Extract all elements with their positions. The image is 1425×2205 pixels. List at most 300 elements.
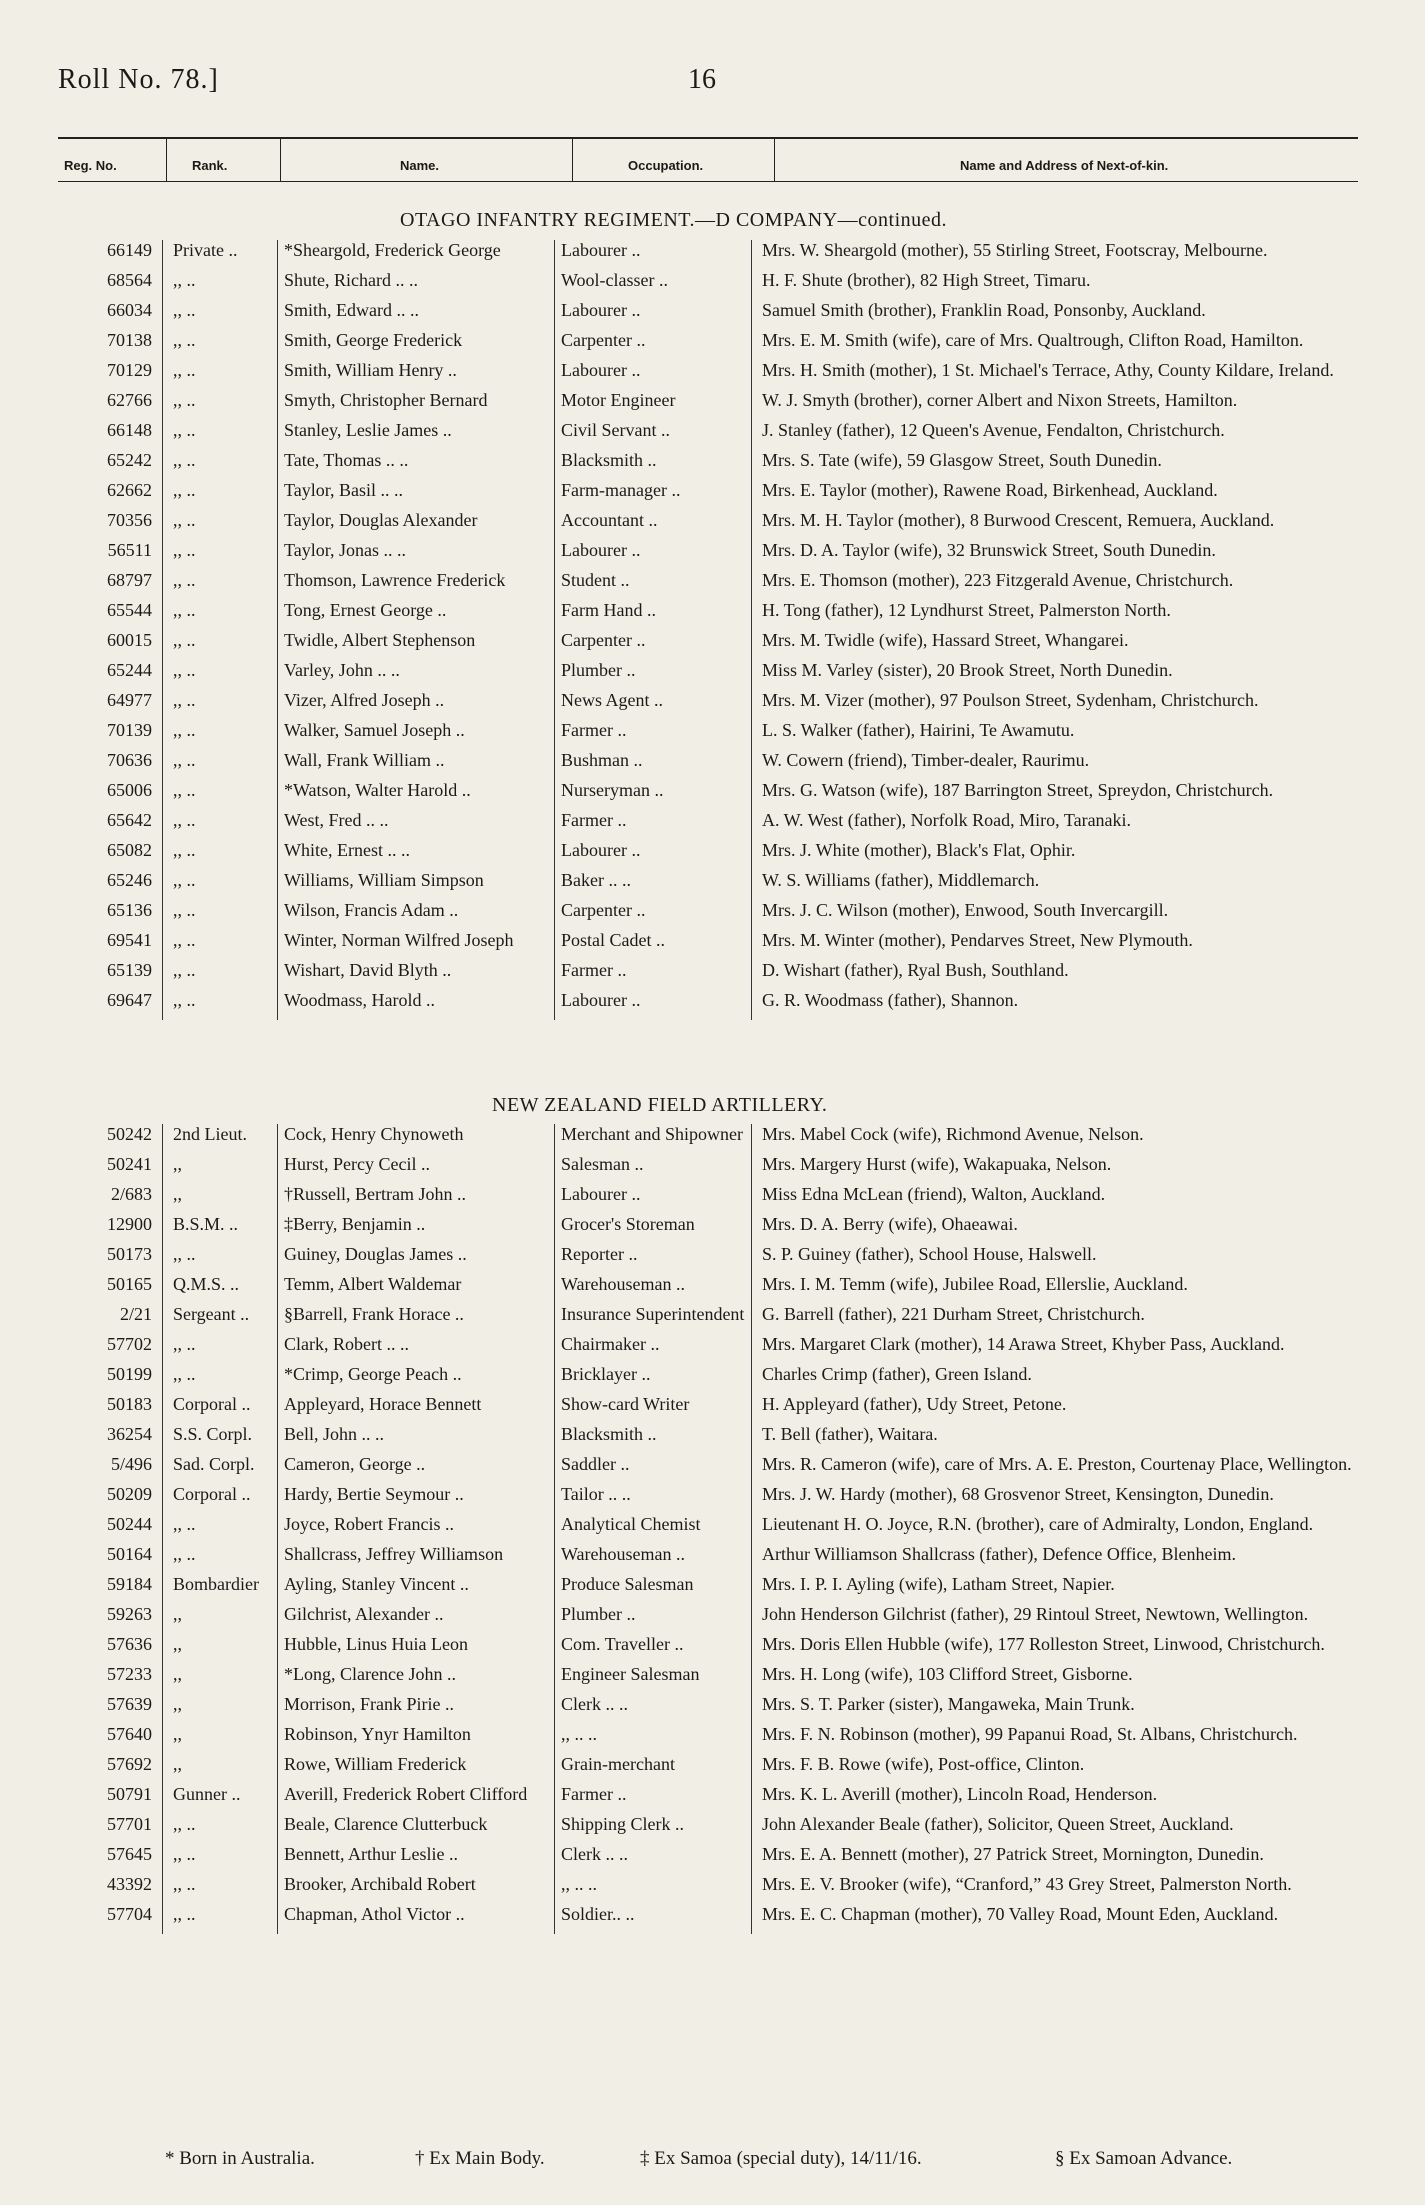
occupation: ,, .. .. — [555, 1724, 752, 1754]
roll-entry — [58, 480, 1372, 510]
reg-number: 68564 — [107, 270, 152, 290]
next-of-kin: Mrs. J. White (mother), Black's Flat, Ophir. — [752, 840, 1373, 870]
roll-entry — [58, 360, 1372, 390]
occupation: News Agent .. — [555, 690, 752, 720]
occupation: Accountant .. — [555, 510, 752, 540]
next-of-kin: Mrs. G. Watson (wife), 187 Barrington Street, Spreydon, Christchurch. — [752, 780, 1373, 810]
soldier-name: Wall, Frank William .. — [278, 750, 555, 780]
next-of-kin: Mrs. E. V. Brooker (wife), “Cranford,” 43 Grey Street, Palmerston North. — [752, 1874, 1373, 1904]
occupation: Wool-classer .. — [555, 270, 752, 300]
rank: ,, — [163, 1724, 278, 1754]
rank: 2nd Lieut. — [163, 1124, 278, 1154]
soldier-name: Taylor, Douglas Alexander — [278, 510, 555, 540]
next-of-kin: Mrs. K. L. Averill (mother), Lincoln Road, Henderson. — [752, 1784, 1373, 1814]
reg-number: 66149 — [107, 240, 152, 260]
roll-entry — [58, 1664, 1372, 1694]
next-of-kin: Samuel Smith (brother), Franklin Road, Ponsonby, Auckland. — [752, 300, 1373, 330]
reg-number: 56511 — [107, 540, 152, 560]
roll-entry — [58, 510, 1372, 540]
soldier-name: *Long, Clarence John .. — [278, 1664, 555, 1694]
rank: ,, .. — [163, 1334, 278, 1364]
roll-entry — [58, 300, 1372, 330]
occupation: Tailor .. .. — [555, 1484, 752, 1514]
soldier-name: Stanley, Leslie James .. — [278, 420, 555, 450]
reg-number: 62662 — [107, 480, 152, 500]
reg-number: 50791 — [107, 1784, 152, 1804]
rank: ,, .. — [163, 810, 278, 840]
next-of-kin: Mrs. D. A. Taylor (wife), 32 Brunswick Street, South Dunedin. — [752, 540, 1373, 570]
rank: Gunner .. — [163, 1784, 278, 1814]
next-of-kin: W. J. Smyth (brother), corner Albert and Nixon Streets, Hamilton. — [752, 390, 1373, 420]
next-of-kin: Mrs. H. Smith (mother), 1 St. Michael's Terrace, Athy, County Kildare, Ireland. — [752, 360, 1373, 390]
rank: Private .. — [163, 240, 278, 270]
roll-entry — [58, 570, 1372, 600]
rank: ,, — [163, 1604, 278, 1634]
next-of-kin: Mrs. E. A. Bennett (mother), 27 Patrick Street, Mornington, Dunedin. — [752, 1844, 1373, 1874]
rank: Bombardier — [163, 1574, 278, 1604]
occupation: Grain-merchant — [555, 1754, 752, 1784]
next-of-kin: Arthur Williamson Shallcrass (father), Defence Office, Blenheim. — [752, 1544, 1373, 1574]
occupation: Analytical Chemist — [555, 1514, 752, 1544]
roll-entry — [58, 1604, 1372, 1634]
reg-number: 57704 — [107, 1904, 152, 1924]
rank: ,, — [163, 1184, 278, 1214]
soldier-name: Smith, George Frederick — [278, 330, 555, 360]
reg-number: 50242 — [107, 1124, 152, 1144]
rank: ,, .. — [163, 390, 278, 420]
occupation: Farmer .. — [555, 720, 752, 750]
next-of-kin: W. Cowern (friend), Timber-dealer, Raurimu. — [752, 750, 1373, 780]
next-of-kin: A. W. West (father), Norfolk Road, Miro, Taranaki. — [752, 810, 1373, 840]
rank: ,, .. — [163, 1364, 278, 1394]
next-of-kin: Mrs. M. Winter (mother), Pendarves Street, New Plymouth. — [752, 930, 1373, 960]
soldier-name: Smyth, Christopher Bernard — [278, 390, 555, 420]
next-of-kin: Mrs. M. H. Taylor (mother), 8 Burwood Crescent, Remuera, Auckland. — [752, 510, 1373, 540]
roll-entry — [58, 600, 1372, 630]
next-of-kin: Miss Edna McLean (friend), Walton, Auckland. — [752, 1184, 1373, 1214]
next-of-kin: Mrs. Mabel Cock (wife), Richmond Avenue, Nelson. — [752, 1124, 1373, 1154]
roll-entry — [58, 660, 1372, 690]
otago-roll-table — [58, 240, 1372, 1020]
next-of-kin: G. R. Woodmass (father), Shannon. — [752, 990, 1373, 1020]
reg-number: 65136 — [107, 900, 152, 920]
rank: ,, — [163, 1664, 278, 1694]
next-of-kin: Mrs. S. Tate (wife), 59 Glasgow Street, South Dunedin. — [752, 450, 1373, 480]
header-divider — [166, 138, 167, 182]
rank: ,, — [163, 1754, 278, 1784]
rank: ,, .. — [163, 840, 278, 870]
reg-number: 70139 — [107, 720, 152, 740]
occupation: Carpenter .. — [555, 900, 752, 930]
reg-number: 43392 — [107, 1874, 152, 1894]
reg-number: 62766 — [107, 390, 152, 410]
roll-entry — [58, 1394, 1372, 1424]
reg-number: 57639 — [107, 1694, 152, 1714]
footnote: † Ex Main Body. — [415, 2148, 545, 2169]
soldier-name: Taylor, Jonas .. .. — [278, 540, 555, 570]
reg-number: 50165 — [107, 1274, 152, 1294]
col-header-rank: Rank. — [192, 158, 228, 173]
reg-number: 36254 — [107, 1424, 152, 1444]
next-of-kin: H. Appleyard (father), Udy Street, Petone. — [752, 1394, 1373, 1424]
reg-number: 2/683 — [110, 1184, 152, 1204]
soldier-name: West, Fred .. .. — [278, 810, 555, 840]
occupation: Engineer Salesman — [555, 1664, 752, 1694]
footnote: * Born in Australia. — [165, 2148, 315, 2169]
reg-number: 57692 — [107, 1754, 152, 1774]
next-of-kin: Mrs. W. Sheargold (mother), 55 Stirling Street, Footscray, Melbourne. — [752, 240, 1373, 270]
page-number: 16 — [688, 64, 716, 95]
roll-entry — [58, 1244, 1372, 1274]
roll-entry — [58, 1784, 1372, 1814]
occupation: Plumber .. — [555, 660, 752, 690]
reg-number: 66034 — [107, 300, 152, 320]
next-of-kin: W. S. Williams (father), Middlemarch. — [752, 870, 1373, 900]
col-header-occupation: Occupation. — [628, 158, 704, 173]
soldier-name: Cock, Henry Chynoweth — [278, 1124, 555, 1154]
footnote: ‡ Ex Samoa (special duty), 14/11/16. — [640, 2148, 922, 2169]
reg-number: 65082 — [107, 840, 152, 860]
roll-entry — [58, 1304, 1372, 1334]
roll-entry — [58, 390, 1372, 420]
reg-number: 57702 — [107, 1334, 152, 1354]
soldier-name: †Russell, Bertram John .. — [278, 1184, 555, 1214]
soldier-name: Clark, Robert .. .. — [278, 1334, 555, 1364]
occupation: Warehouseman .. — [555, 1544, 752, 1574]
next-of-kin: Mrs. J. C. Wilson (mother), Enwood, South Invercargill. — [752, 900, 1373, 930]
next-of-kin: John Alexander Beale (father), Solicitor, Queen Street, Auckland. — [752, 1814, 1373, 1844]
soldier-name: Cameron, George .. — [278, 1454, 555, 1484]
roll-entry — [58, 1124, 1372, 1154]
rank: ,, .. — [163, 270, 278, 300]
next-of-kin: Mrs. I. M. Temm (wife), Jubilee Road, Ellerslie, Auckland. — [752, 1274, 1373, 1304]
rank: ,, .. — [163, 330, 278, 360]
soldier-name: *Sheargold, Frederick George — [278, 240, 555, 270]
reg-number: 50183 — [107, 1394, 152, 1414]
reg-number: 50173 — [107, 1244, 152, 1264]
roll-entry — [58, 270, 1372, 300]
reg-number: 57233 — [107, 1664, 152, 1684]
roll-entry — [58, 1844, 1372, 1874]
rank: ,, .. — [163, 1814, 278, 1844]
occupation: Chairmaker .. — [555, 1334, 752, 1364]
reg-number: 65642 — [107, 810, 152, 830]
reg-number: 57636 — [107, 1634, 152, 1654]
soldier-name: Tong, Ernest George .. — [278, 600, 555, 630]
rank: ,, .. — [163, 780, 278, 810]
reg-number: 68797 — [107, 570, 152, 590]
soldier-name: White, Ernest .. .. — [278, 840, 555, 870]
col-header-next-of-kin: Name and Address of Next-of-kin. — [960, 158, 1169, 173]
roll-entry — [58, 330, 1372, 360]
soldier-name: Temm, Albert Waldemar — [278, 1274, 555, 1304]
rank: ,, .. — [163, 300, 278, 330]
rank: ,, .. — [163, 420, 278, 450]
rank: ,, — [163, 1694, 278, 1724]
occupation: Saddler .. — [555, 1454, 752, 1484]
soldier-name: Morrison, Frank Pirie .. — [278, 1694, 555, 1724]
next-of-kin: Mrs. H. Long (wife), 103 Clifford Street, Gisborne. — [752, 1664, 1373, 1694]
roll-entry — [58, 960, 1372, 990]
rank: ,, .. — [163, 690, 278, 720]
reg-number: 64977 — [107, 690, 152, 710]
rank: ,, .. — [163, 660, 278, 690]
roll-entry — [58, 1634, 1372, 1664]
artillery-roll-table — [58, 1124, 1372, 1934]
col-header-name: Name. — [400, 158, 440, 173]
next-of-kin: J. Stanley (father), 12 Queen's Avenue, Fendalton, Christchurch. — [752, 420, 1373, 450]
soldier-name: *Watson, Walter Harold .. — [278, 780, 555, 810]
soldier-name: Hubble, Linus Huia Leon — [278, 1634, 555, 1664]
rank: Sad. Corpl. — [163, 1454, 278, 1484]
next-of-kin: Mrs. J. W. Hardy (mother), 68 Grosvenor Street, Kensington, Dunedin. — [752, 1484, 1373, 1514]
occupation: Produce Salesman — [555, 1574, 752, 1604]
occupation: Labourer .. — [555, 1184, 752, 1214]
occupation: Blacksmith .. — [555, 450, 752, 480]
next-of-kin: S. P. Guiney (father), School House, Halswell. — [752, 1244, 1373, 1274]
rank: ,, .. — [163, 540, 278, 570]
next-of-kin: Lieutenant H. O. Joyce, R.N. (brother), care of Admiralty, London, England. — [752, 1514, 1373, 1544]
soldier-name: Williams, William Simpson — [278, 870, 555, 900]
occupation: Labourer .. — [555, 840, 752, 870]
header-top-rule — [58, 137, 1358, 139]
occupation: Carpenter .. — [555, 330, 752, 360]
rank: ,, .. — [163, 600, 278, 630]
soldier-name: Tate, Thomas .. .. — [278, 450, 555, 480]
occupation: Salesman .. — [555, 1154, 752, 1184]
occupation: Labourer .. — [555, 300, 752, 330]
rank: ,, .. — [163, 630, 278, 660]
soldier-name: Beale, Clarence Clutterbuck — [278, 1814, 555, 1844]
reg-number: 70636 — [107, 750, 152, 770]
soldier-name: Wilson, Francis Adam .. — [278, 900, 555, 930]
next-of-kin: Mrs. E. C. Chapman (mother), 70 Valley Road, Mount Eden, Auckland. — [752, 1904, 1373, 1934]
soldier-name: Vizer, Alfred Joseph .. — [278, 690, 555, 720]
next-of-kin: Mrs. M. Vizer (mother), 97 Poulson Street, Sydenham, Christchurch. — [752, 690, 1373, 720]
roll-entry — [58, 420, 1372, 450]
occupation: Farmer .. — [555, 960, 752, 990]
roll-entry — [58, 990, 1372, 1020]
rank: ,, .. — [163, 750, 278, 780]
rank: ,, .. — [163, 1544, 278, 1574]
next-of-kin: H. Tong (father), 12 Lyndhurst Street, Palmerston North. — [752, 600, 1373, 630]
reg-number: 70129 — [107, 360, 152, 380]
reg-number: 57640 — [107, 1724, 152, 1744]
reg-number: 70356 — [107, 510, 152, 530]
occupation: Farm-manager .. — [555, 480, 752, 510]
soldier-name: Chapman, Athol Victor .. — [278, 1904, 555, 1934]
soldier-name: Guiney, Douglas James .. — [278, 1244, 555, 1274]
reg-number: 57645 — [107, 1844, 152, 1864]
soldier-name: Taylor, Basil .. .. — [278, 480, 555, 510]
next-of-kin: Mrs. E. M. Smith (wife), care of Mrs. Qualtrough, Clifton Road, Hamilton. — [752, 330, 1373, 360]
next-of-kin: Miss M. Varley (sister), 20 Brook Street, North Dunedin. — [752, 660, 1373, 690]
occupation: Farm Hand .. — [555, 600, 752, 630]
rank: ,, .. — [163, 1904, 278, 1934]
occupation: Labourer .. — [555, 360, 752, 390]
roll-entry — [58, 1874, 1372, 1904]
occupation: Show-card Writer — [555, 1394, 752, 1424]
reg-number: 50244 — [107, 1514, 152, 1534]
reg-number: 12900 — [107, 1214, 152, 1234]
reg-number: 59263 — [107, 1604, 152, 1624]
reg-number: 5/496 — [110, 1454, 152, 1474]
rank: S.S. Corpl. — [163, 1424, 278, 1454]
rank: ,, .. — [163, 990, 278, 1020]
soldier-name: Winter, Norman Wilfred Joseph — [278, 930, 555, 960]
roll-entry — [58, 690, 1372, 720]
header-divider — [774, 138, 775, 182]
soldier-name: Averill, Frederick Robert Clifford — [278, 1784, 555, 1814]
occupation: Labourer .. — [555, 990, 752, 1020]
roll-entry — [58, 1724, 1372, 1754]
rank: ,, .. — [163, 480, 278, 510]
rank: Corporal .. — [163, 1484, 278, 1514]
roll-entry — [58, 930, 1372, 960]
rank: ,, .. — [163, 930, 278, 960]
occupation: Warehouseman .. — [555, 1274, 752, 1304]
soldier-name: Appleyard, Horace Bennett — [278, 1394, 555, 1424]
next-of-kin: Charles Crimp (father), Green Island. — [752, 1364, 1373, 1394]
rank: ,, .. — [163, 1874, 278, 1904]
roll-entry — [58, 1364, 1372, 1394]
occupation: Student .. — [555, 570, 752, 600]
roll-entry — [58, 1514, 1372, 1544]
soldier-name: Ayling, Stanley Vincent .. — [278, 1574, 555, 1604]
soldier-name: Brooker, Archibald Robert — [278, 1874, 555, 1904]
soldier-name: Smith, William Henry .. — [278, 360, 555, 390]
rank: ,, .. — [163, 1844, 278, 1874]
occupation: Farmer .. — [555, 810, 752, 840]
rank: Q.M.S. .. — [163, 1274, 278, 1304]
roll-entry — [58, 1454, 1372, 1484]
roll-entry — [58, 720, 1372, 750]
next-of-kin: T. Bell (father), Waitara. — [752, 1424, 1373, 1454]
reg-number: 50164 — [107, 1544, 152, 1564]
soldier-name: Bell, John .. .. — [278, 1424, 555, 1454]
roll-entry — [58, 240, 1372, 270]
reg-number: 57701 — [107, 1814, 152, 1834]
roll-entry — [58, 1904, 1372, 1934]
occupation: Com. Traveller .. — [555, 1634, 752, 1664]
next-of-kin: G. Barrell (father), 221 Durham Street, Christchurch. — [752, 1304, 1373, 1334]
col-header-reg: Reg. No. — [64, 158, 117, 173]
rank: ,, .. — [163, 1244, 278, 1274]
rank: Sergeant .. — [163, 1304, 278, 1334]
roll-entry — [58, 1214, 1372, 1244]
occupation: Reporter .. — [555, 1244, 752, 1274]
rank: ,, .. — [163, 360, 278, 390]
roll-entry — [58, 840, 1372, 870]
soldier-name: Hardy, Bertie Seymour .. — [278, 1484, 555, 1514]
occupation: Merchant and Shipowner — [555, 1124, 752, 1154]
next-of-kin: Mrs. I. P. I. Ayling (wife), Latham Street, Napier. — [752, 1574, 1373, 1604]
occupation: Bushman .. — [555, 750, 752, 780]
soldier-name: Wishart, David Blyth .. — [278, 960, 555, 990]
soldier-name: Smith, Edward .. .. — [278, 300, 555, 330]
soldier-name: Thomson, Lawrence Frederick — [278, 570, 555, 600]
roll-entry — [58, 540, 1372, 570]
next-of-kin: Mrs. R. Cameron (wife), care of Mrs. A. E. Preston, Courtenay Place, Wellington. — [752, 1454, 1373, 1484]
soldier-name: Bennett, Arthur Leslie .. — [278, 1844, 555, 1874]
roll-entry — [58, 870, 1372, 900]
roll-entry — [58, 1334, 1372, 1364]
header-bottom-rule — [58, 181, 1358, 182]
rank: ,, .. — [163, 510, 278, 540]
occupation: Nurseryman .. — [555, 780, 752, 810]
next-of-kin: Mrs. Margaret Clark (mother), 14 Arawa Street, Khyber Pass, Auckland. — [752, 1334, 1373, 1364]
next-of-kin: John Henderson Gilchrist (father), 29 Rintoul Street, Newtown, Wellington. — [752, 1604, 1373, 1634]
occupation: Carpenter .. — [555, 630, 752, 660]
soldier-name: Shute, Richard .. .. — [278, 270, 555, 300]
reg-number: 59184 — [107, 1574, 152, 1594]
occupation: Soldier.. .. — [555, 1904, 752, 1934]
reg-number: 66148 — [107, 420, 152, 440]
next-of-kin: Mrs. E. Thomson (mother), 223 Fitzgerald Avenue, Christchurch. — [752, 570, 1373, 600]
reg-number: 60015 — [107, 630, 152, 650]
roll-entry — [58, 1694, 1372, 1724]
next-of-kin: Mrs. Doris Ellen Hubble (wife), 177 Rolleston Street, Linwood, Christchurch. — [752, 1634, 1373, 1664]
rank: ,, — [163, 1154, 278, 1184]
occupation: Labourer .. — [555, 540, 752, 570]
occupation: Postal Cadet .. — [555, 930, 752, 960]
roll-number: Roll No. 78.] — [58, 64, 219, 95]
next-of-kin: Mrs. Margery Hurst (wife), Wakapuaka, Nelson. — [752, 1154, 1373, 1184]
next-of-kin: Mrs. F. N. Robinson (mother), 99 Papanui Road, St. Albans, Christchurch. — [752, 1724, 1373, 1754]
occupation: Grocer's Storeman — [555, 1214, 752, 1244]
soldier-name: Rowe, William Frederick — [278, 1754, 555, 1784]
next-of-kin: D. Wishart (father), Ryal Bush, Southland. — [752, 960, 1373, 990]
reg-number: 65006 — [107, 780, 152, 800]
occupation: Baker .. .. — [555, 870, 752, 900]
soldier-name: Shallcrass, Jeffrey Williamson — [278, 1544, 555, 1574]
next-of-kin: L. S. Walker (father), Hairini, Te Awamutu. — [752, 720, 1373, 750]
occupation: Shipping Clerk .. — [555, 1814, 752, 1844]
occupation: Insurance Superintendent — [555, 1304, 752, 1334]
next-of-kin: Mrs. M. Twidle (wife), Hassard Street, Whangarei. — [752, 630, 1373, 660]
occupation: Bricklayer .. — [555, 1364, 752, 1394]
rank: ,, .. — [163, 960, 278, 990]
occupation: Plumber .. — [555, 1604, 752, 1634]
occupation: Civil Servant .. — [555, 420, 752, 450]
occupation: Motor Engineer — [555, 390, 752, 420]
roll-entry — [58, 1424, 1372, 1454]
next-of-kin: Mrs. S. T. Parker (sister), Mangaweka, Main Trunk. — [752, 1694, 1373, 1724]
soldier-name: Varley, John .. .. — [278, 660, 555, 690]
roll-entry — [58, 1574, 1372, 1604]
occupation: ,, .. .. — [555, 1874, 752, 1904]
soldier-name: Hurst, Percy Cecil .. — [278, 1154, 555, 1184]
roll-entry — [58, 750, 1372, 780]
soldier-name: Woodmass, Harold .. — [278, 990, 555, 1020]
next-of-kin: Mrs. F. B. Rowe (wife), Post-office, Clinton. — [752, 1754, 1373, 1784]
roll-entry — [58, 780, 1372, 810]
roll-entry — [58, 630, 1372, 660]
roll-entry — [58, 1184, 1372, 1214]
reg-number: 65246 — [107, 870, 152, 890]
roll-entry — [58, 1274, 1372, 1304]
roll-entry — [58, 1154, 1372, 1184]
roll-entry — [58, 1544, 1372, 1574]
occupation: Clerk .. .. — [555, 1694, 752, 1724]
occupation: Labourer .. — [555, 240, 752, 270]
rank: ,, .. — [163, 900, 278, 930]
soldier-name: ‡Berry, Benjamin .. — [278, 1214, 555, 1244]
soldier-name: Robinson, Ynyr Hamilton — [278, 1724, 555, 1754]
soldier-name: Twidle, Albert Stephenson — [278, 630, 555, 660]
rank: ,, .. — [163, 570, 278, 600]
roll-entry — [58, 450, 1372, 480]
